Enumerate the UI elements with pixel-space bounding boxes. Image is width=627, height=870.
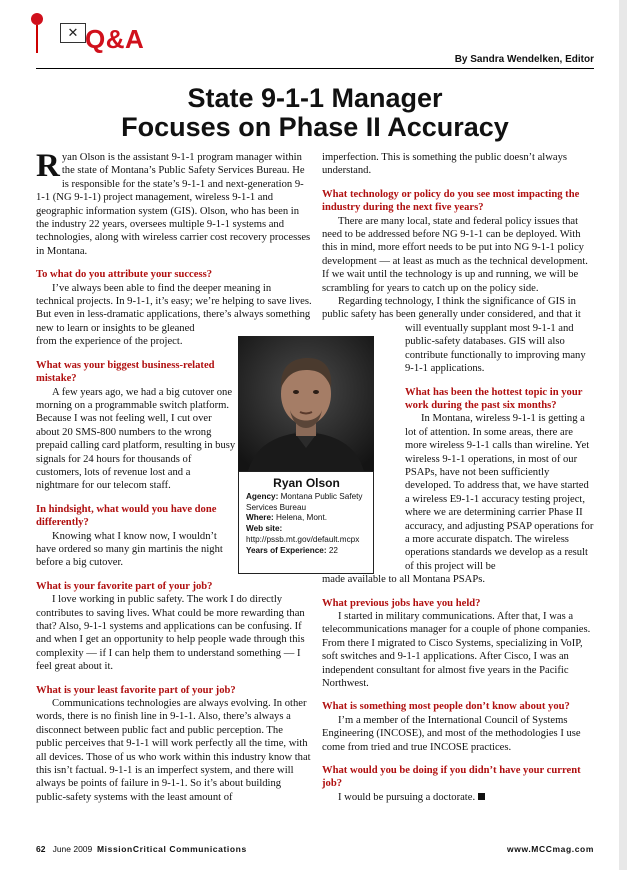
section-logo: Q&A — [85, 24, 145, 54]
page-edge-shadow — [619, 0, 627, 870]
issue-date: June 2009 — [52, 844, 93, 854]
question-mistake: What was your biggest business-related mistake? — [36, 359, 215, 385]
answer-technology: There are many local, state and federal policy issues that need to be addressed before NG 9-1-1 can be deployed. With this in mind, more effort needs to be put into NG 9-1-1 policy development — at least as much as the technical development. If we wait until the technology is up and running, we will be scrambling for years to catch up on the policy side. — [322, 215, 588, 294]
question-least-favorite: What is your least favorite part of your job? — [36, 684, 236, 696]
answer-technology-gis-cont: will eventually supplant most 9-1-1 and public-safety databases. GIS will also contribute functionally to improving many 9-1-1 applications. — [405, 322, 586, 375]
question-previous-jobs: What previous jobs have you held? — [322, 597, 481, 609]
intro-paragraph: Ryan Olson is the assistant 9-1-1 program manager within the state of Montana’s Public Safety Services Bureau. He is responsible for the state’s 9-1-1 and next-generation 9-1-1 (NG 9-1-1) project management, wireless 9-1-1 and geographic information system (GIS). Olson, who has been in the industry 22 years, oversees multiple 9-1-1 systems and technologies, along with wireless carrier cost recovery processes in Montana. — [36, 148, 311, 257]
answer-favorite: I love working in public safety. The work I do directly contributes to saving lives. What could be more rewarding than that? Also, 9-1-1 systems and applications can be confusing. If and when I get an opportunity to help people wade through this complexity — if I can help them to understand something — I feel great about it. — [36, 594, 305, 673]
profile-years: Years of Experience: 22 — [246, 545, 338, 555]
answer-hottest-topic-cont: made available to all Montana PSAPs. — [322, 574, 485, 586]
answer-alternate-career: I would be pursuing a doctorate. — [322, 791, 594, 804]
article-title — [36, 84, 594, 142]
logo-line — [36, 25, 38, 53]
portrait-photo — [238, 336, 374, 471]
right-wrap-block — [405, 322, 594, 573]
profile-name: Ryan Olson — [273, 476, 340, 490]
question-hindsight: In hindsight, what would you have done differently? — [36, 503, 217, 529]
page-number: 62 — [36, 844, 46, 854]
question-unknown-fact: What is something most people don’t know about you? — [322, 701, 570, 713]
answer-hindsight: Knowing what I know now, I wouldn’t have ordered so many gin martinis the night before a big cutover. — [36, 530, 223, 569]
question-favorite: What is your favorite part of your job? — [36, 580, 213, 592]
magazine-name: MissionCritical Communications — [97, 844, 247, 854]
question-technology: What technology or policy do you see most impacting the industry during the next five years? — [322, 188, 580, 214]
answer-least-favorite: Communications technologies are always evolving. In other words, there is no finish line in 9-1-1. Also, there’s always a disconnect between public fact and public perception. The public perceives that 9-1-1 will work perfectly all the time, with all devices. Those of us who work within this industry know that this isn’t factual. 9-1-1 is an imperfect system, and there will always be points of failure in 9-1-1. So it’s about building public-safety systems with the least amount of — [36, 698, 311, 803]
left-wrap-block — [36, 359, 236, 570]
profile-web-label: Web site: — [246, 524, 283, 534]
byline: By Sandra Wendelken, Editor — [454, 54, 594, 65]
title-line-1: State 9-1-1 Manager — [187, 83, 443, 113]
end-mark — [478, 793, 485, 800]
answer-previous-jobs: I started in military communications. After that, I was a telecommunications manager for a couple of phone companies. From there I migrated to Cisco Systems, specializing in VoIP, soft switches and 9-1-1 applications. After Cisco, I was an independent consultant for almost five years in the Pacific Northwest. — [322, 611, 591, 690]
answer-success-end: from the experience of the project. — [36, 336, 183, 348]
close-icon: ✕ — [60, 23, 86, 43]
question-success: To what do you attribute your success? — [36, 269, 212, 281]
profile-agency: Agency: Montana Public Safety Services Bureau — [246, 491, 363, 512]
answer-mistake: A few years ago, we had a big cutover one morning on a programmable switch platform. Because I was not feeling well, I cut over about 20 SMS-800 numbers to the wrong prepaid calling card platform, resulting in busy signals for 24 hours for thousands of customers, lots of revenue lost and a nightmare for our telecom staff. — [36, 386, 236, 492]
question-hottest-topic: What has been the hottest topic in your work during the past six months? — [405, 386, 583, 411]
question-alternate-career: What would you be doing if you didn’t have your current job? — [322, 765, 581, 790]
profile-where: Where: Helena, Mont. — [246, 513, 328, 523]
profile-card — [238, 471, 374, 574]
drop-cap: R — [36, 148, 60, 184]
header-rule — [36, 68, 594, 69]
title-line-2: Focuses on Phase II Accuracy — [121, 112, 509, 142]
logo-dot — [31, 13, 43, 25]
magazine-url[interactable]: www.MCCmag.com — [507, 844, 594, 854]
answer-hottest-topic: In Montana, wireless 9-1-1 is getting a lot of attention. In some areas, there are more wireless 9-1-1 calls than wireline. Yet wireless 9-1-1 operations, in most of our PSAPs, have not been sufficiently developed. To address that, we have started a wireless E9-1-1 accuracy testing project, where we are determining carrier Phase II accuracy, and adjusting PSAP operations for a more accurate dispatch. The wireless operations standards we develop as a result of this project will be — [405, 413, 594, 572]
page-footer — [36, 844, 594, 854]
profile-web-link[interactable]: http://pssb.mt.gov/default.mcpx — [246, 534, 360, 544]
answer-unknown-fact: I’m a member of the International Council of Systems Engineering (INCOSE), and most of the methodologies I use come from tried and true INCOSE practices. — [322, 714, 581, 753]
answer-success: I’ve always been able to find the deeper meaning in technical projects. In 9-1-1, it’s easy; we’re helping to save lives. But even in less-dramatic applications, there’s always something new to learn or insights to be gleaned — [36, 282, 312, 334]
answer-technology-gis: Regarding technology, I think the significance of GIS in public safety has been generally under considered, and that it — [322, 296, 581, 321]
portrait-illustration — [238, 336, 374, 471]
answer-least-favorite-cont: imperfection. This is something the public doesn’t always understand. — [322, 152, 567, 177]
